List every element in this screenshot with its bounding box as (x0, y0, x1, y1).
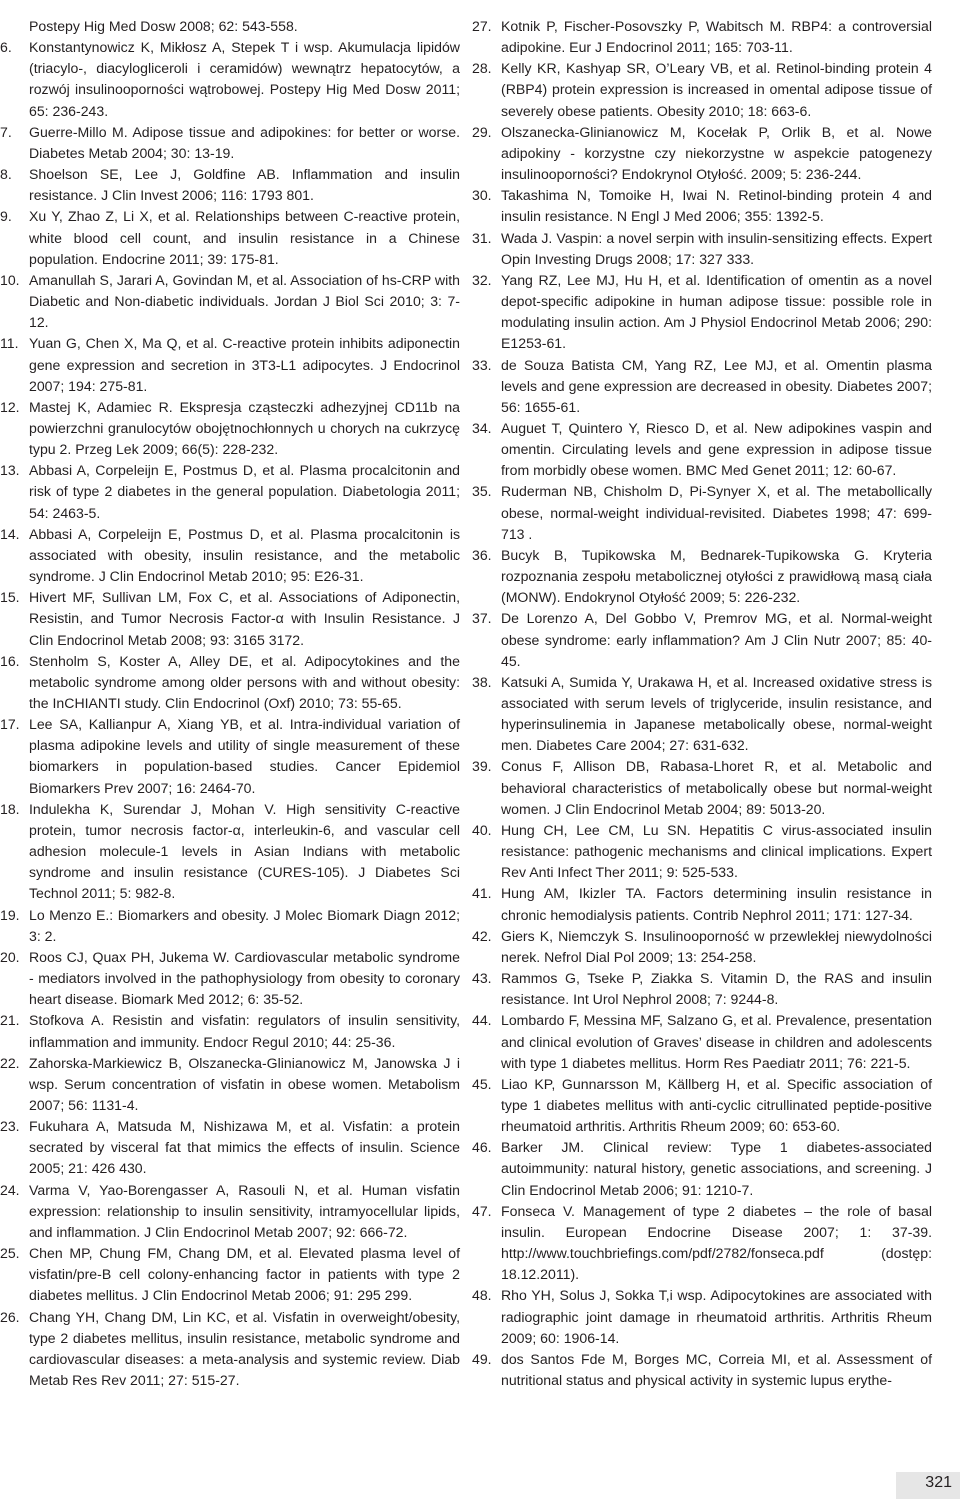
reference-text: Chang YH, Chang DM, Lin KC, et al. Visfatin in overweight/obesity, type 2 diabetes mellitus, insulin resistance, metabolic syndrome and cardiovascular diseases: a meta-analysis and systemic review. Diab Metab Res Rev 2011; 27: 515-27. (29, 1308, 460, 1388)
reference-entry (0, 587, 460, 650)
reference-text: Amanullah S, Jarari A, Govindan M, et al. Association of hs-CRP with Diabetic and Non-diabetic individuals. Jordan J Biol Sci 2010; 3: 7-12. (29, 271, 460, 331)
reference-text: Stenholm S, Koster A, Alley DE, et al. Adipocytokines and the metabolic syndrome among older persons with and without obesity: the InCHIANTI study. Clin Endocrinol (Oxf) 2010; 73: 55-65. (29, 652, 460, 711)
reference-entry (472, 481, 932, 544)
reference-text: Auguet T, Quintero Y, Riesco D, et al. New adipokines vaspin and omentin. Circulating levels and gene expression in adipose tissue from morbidly obese women. BMC Med Genet 2011; 12: 60-67. (501, 419, 932, 479)
reference-number: 39. (472, 758, 492, 775)
reference-text: Fonseca V. Management of type 2 diabetes – the role of basal insulin. European Endocrine Disease 2007; 1: 37-39. http://www.touchbriefings.com/pdf/2782/fonseca.pdf (dostęp: 18.12.2011). (501, 1202, 932, 1283)
reference-number: 14. (0, 525, 20, 542)
reference-text: de Souza Batista CM, Yang RZ, Lee MJ, et al. Omentin plasma levels and gene expression are decreased in obesity. Diabetes 2007; 56: 1655-61. (501, 356, 932, 415)
reference-entry (472, 418, 932, 481)
reference-text: Lee SA, Kallianpur A, Xiang YB, et al. Intra-individual variation of plasma adipokine levels and utility of single measurement of these biomarkers in population-based studies. Cancer Epidemiol Biomarkers Prev 2007; 16: 2464-70. (29, 716, 460, 796)
reference-number: 36. (472, 546, 492, 563)
reference-number: 15. (0, 589, 20, 606)
reference-text: Wada J. Vaspin: a novel serpin with insulin-sensitizing effects. Expert Opin Investing Drugs 2008; 17: 327 333. (501, 229, 932, 267)
reference-number: 47. (472, 1202, 492, 1219)
reference-number: 33. (472, 356, 492, 373)
reference-text: Bucyk B, Tupikowska M, Bednarek-Tupikowska G. Kryteria rozpoznania zespołu metabolicznej otyłości z prawidłową masą ciała (MONW). Endokrynol Otyłość 2009; 5: 226-232. (501, 546, 932, 606)
reference-number: 30. (472, 187, 492, 204)
reference-text: Lombardo F, Messina MF, Salzano G, et al. Prevalence, presentation and clinical evolution of Graves’ disease in children and adolescents with type 1 diabetes mellitus. Horm Res Paediatr 2011; 76: 221-5. (501, 1012, 932, 1071)
reference-entry (0, 651, 460, 714)
reference-entry (0, 397, 460, 460)
reference-entry (0, 164, 460, 206)
reference-number: 26. (0, 1308, 20, 1325)
reference-entry (472, 756, 932, 819)
reference-text: Liao KP, Gunnarsson M, Källberg H, et al. Specific association of type 1 diabetes mellitus with anti-cyclic citrullinated peptide-positive rheumatoid arthritis. Arthritis Rheum 2009; 60: 653-60. (501, 1075, 932, 1135)
reference-number: 8. (0, 166, 12, 183)
reference-text: Takashima N, Tomoike H, Iwai N. Retinol-binding protein 4 and insulin resistance. N Engl J Med 2006; 355: 1392-5. (501, 187, 932, 225)
reference-text: Indulekha K, Surendar J, Mohan V. High sensitivity C-reactive protein, tumor necrosis factor-α, interleukin-6, and vascular cell adhesion molecule-1 levels in Asian Indians with metabolic syndrome and insulin resistance (CURES-105). J Diabetes Sci Technol 2011; 5: 982-8. (29, 800, 460, 902)
reference-number: 43. (472, 970, 492, 987)
references-left-column (0, 16, 460, 1391)
reference-text: Postepy Hig Med Dosw 2008; 62: 543-558. (29, 18, 298, 34)
reference-text: Barker JM. Clinical review: Type 1 diabetes-associated autoimmunity: natural history, genetic associations, and screening. J Clin Endocrinol Metab 2006; 91: 1210-7. (501, 1139, 932, 1198)
reference-text: dos Santos Fde M, Borges MC, Correia MI, et al. Assessment of nutritional status and physical activity in systemic lupus erythe- (501, 1350, 932, 1388)
reference-text: Stofkova A. Resistin and visfatin: regulators of insulin sensitivity, inflammation and immunity. Endocr Regul 2010; 44: 25-36. (29, 1012, 460, 1050)
reference-number: 49. (472, 1350, 492, 1367)
reference-number: 21. (0, 1012, 20, 1029)
reference-entry (472, 1137, 932, 1200)
reference-entry (0, 947, 460, 1010)
reference-entry (0, 1053, 460, 1116)
reference-number: 38. (472, 673, 492, 690)
reference-number: 40. (472, 821, 492, 838)
reference-number: 9. (0, 208, 12, 225)
reference-number: 46. (472, 1139, 492, 1156)
reference-entry (472, 1074, 932, 1137)
reference-number: 19. (0, 906, 20, 923)
reference-number: 41. (472, 885, 492, 902)
reference-entry (472, 926, 932, 968)
reference-text: Giers K, Niemczyk S. Insulinooporność w przewlekłej niewydolności nerek. Nefrol Dial Pol 2009; 13: 254-258. (501, 927, 932, 965)
reference-number: 7. (0, 123, 12, 140)
reference-text: Abbasi A, Corpeleijn E, Postmus D, et al. Plasma procalcitonin and risk of type 2 diabetes in the general population. Diabetologia 2011; 54: 2463-5. (29, 462, 460, 521)
reference-number: 6. (0, 39, 12, 56)
reference-text: Hivert MF, Sullivan LM, Fox C, et al. Associations of Adiponectin, Resistin, and Tumor Necrosis Factor-α with Insulin Resistance. J Clin Endocrinol Metab 2008; 93: 3165 3172. (29, 589, 460, 648)
reference-entry (472, 1285, 932, 1348)
reference-text: De Lorenzo A, Del Gobbo V, Premrov MG, et al. Normal-weight obese syndrome: early inflammation? Am J Clin Nutr 2007; 85: 40-45. (501, 610, 932, 669)
reference-number: 17. (0, 716, 20, 733)
reference-entry (472, 1010, 932, 1073)
reference-entry (0, 122, 460, 164)
reference-entry (0, 524, 460, 587)
reference-text: Katsuki A, Sumida Y, Urakawa H, et al. Increased oxidative stress is associated with serum levels of triglyceride, insulin resistance, and hyperinsulinemia in Japanese metabolically obese, normal-weight men. Diabetes Care 2004; 27: 631-632. (501, 673, 932, 754)
reference-number: 20. (0, 948, 20, 965)
reference-number: 34. (472, 419, 492, 436)
reference-entry (0, 714, 460, 799)
reference-entry (0, 460, 460, 523)
reference-number: 32. (472, 271, 492, 288)
reference-number: 18. (0, 800, 20, 817)
reference-entry (472, 270, 932, 355)
reference-text: Fukuhara A, Matsuda M, Nishizawa M, et al. Visfatin: a protein secrated by visceral fat that mimics the effects of insulin. Science 2005; 21: 426 430. (29, 1118, 460, 1177)
reference-number: 10. (0, 271, 20, 288)
reference-number: 22. (0, 1054, 20, 1071)
reference-entry (472, 820, 932, 883)
reference-text: Yuan G, Chen X, Ma Q, et al. C-reactive protein inhibits adiponectin gene expression and secretion in 3T3-L1 adipocytes. J Endocrinol 2007; 194: 275-81. (29, 335, 460, 394)
reference-entry (472, 672, 932, 757)
reference-entry (0, 799, 460, 905)
reference-number: 45. (472, 1075, 492, 1092)
reference-number: 13. (0, 462, 20, 479)
reference-entry (26, 16, 460, 37)
reference-entry (472, 58, 932, 121)
reference-number: 48. (472, 1287, 492, 1304)
reference-number: 12. (0, 398, 20, 415)
reference-number: 24. (0, 1181, 20, 1198)
reference-entry (472, 355, 932, 418)
reference-number: 44. (472, 1012, 492, 1029)
page-number: 321 (925, 1474, 952, 1491)
reference-text: Hung AM, Ikizler TA. Factors determining insulin resistance in chronic hemodialysis patients. Contrib Nephrol 2011; 171: 127-34. (501, 885, 932, 923)
reference-entry (472, 16, 932, 58)
reference-text: Rammos G, Tseke P, Ziakka S. Vitamin D, the RAS and insulin resistance. Int Urol Nephrol 2008; 7: 9244-8. (501, 970, 932, 1008)
reference-text: Hung CH, Lee CM, Lu SN. Hepatitis C virus-associated insulin resistance: pathogenic mechanisms and clinical implications. Expert Rev Anti Infect Ther 2011; 9: 525-533. (501, 821, 932, 881)
reference-number: 16. (0, 652, 20, 669)
reference-entry (472, 1349, 932, 1391)
reference-number: 27. (472, 18, 492, 34)
reference-text: Guerre-Millo M. Adipose tissue and adipokines: for better or worse. Diabetes Metab 2004; 30: 13-19. (29, 123, 460, 161)
reference-number: 35. (472, 483, 492, 500)
reference-entry (472, 545, 932, 608)
reference-number: 11. (0, 335, 19, 352)
reference-entry (0, 333, 460, 396)
reference-entry (0, 270, 460, 333)
reference-entry (472, 228, 932, 270)
reference-number: 29. (472, 123, 492, 140)
reference-text: Kelly KR, Kashyap SR, O’Leary VB, et al. Retinol-binding protein 4 (RBP4) protein expression is increased in omental adipose tissue of severely obese patients. Obesity 2010; 18: 663-6. (501, 60, 932, 119)
reference-text: Roos CJ, Quax PH, Jukema W. Cardiovascular metabolic syndrome - mediators involved in the pathophysiology from obesity to coronary heart disease. Biomark Med 2012; 6: 35-52. (29, 948, 460, 1008)
reference-text: Konstantynowicz K, Mikłosz A, Stepek T i wsp. Akumulacja lipidów (triacylo-, diacylogliceroli i ceramidów) wewnątrz hepatocytów, a rozwój insulinooporności wątrobowej. Postepy Hig Med Dosw 2011; 65: 236-243. (29, 39, 460, 119)
reference-entry (472, 883, 932, 925)
reference-number: 28. (472, 60, 492, 77)
reference-text: Ruderman NB, Chisholm D, Pi-Synyer X, et al. The metabollically obese, normal-weight individual-revisited. Diabetes 1998; 47: 699-713 . (501, 483, 932, 542)
reference-number: 25. (0, 1245, 20, 1262)
reference-number: 31. (472, 229, 492, 246)
reference-entry (0, 1243, 460, 1306)
reference-text: Shoelson SE, Lee J, Goldfine AB. Inflammation and insulin resistance. J Clin Invest 2006; 116: 1793 801. (29, 166, 460, 204)
reference-entry (472, 1201, 932, 1286)
reference-text: Rho YH, Solus J, Sokka T,i wsp. Adipocytokines are associated with radiographic joint damage in rheumatoid arthritis. Arthritis Rheum 2009; 60: 1906-14. (501, 1287, 932, 1346)
reference-entry (0, 1116, 460, 1179)
reference-entry (472, 185, 932, 227)
reference-entry (472, 608, 932, 671)
reference-entry (0, 1010, 460, 1052)
reference-text: Kotnik P, Fischer-Posovszky P, Wabitsch M. RBP4: a controversial adipokine. Eur J Endocrinol 2011; 165: 703-11. (501, 18, 932, 56)
reference-text: Varma V, Yao-Borengasser A, Rasouli N, et al. Human visfatin expression: relationship to insulin sensitivity, intramyocellular lipids, and inflammation. J Clin Endocrinol Metab 2007; 92: 666-72. (29, 1181, 460, 1240)
reference-number: 23. (0, 1118, 20, 1135)
reference-entry (0, 905, 460, 947)
reference-text: Olszanecka-Glinianowicz M, Kocełak P, Orlik B, et al. Nowe adipokiny - korzystne czy niekorzystne w aspekcie patogenezy insulinooporności? Endokrynol Otyłość. 2009; 5: 236-244. (501, 123, 932, 183)
reference-entry (0, 37, 460, 122)
reference-text: Conus F, Allison DB, Rabasa-Lhoret R, et al. Metabolic and behavioral characteristics of metabolically obese but normal-weight women. J Clin Endocrinol Metab 2004; 89: 5013-20. (501, 758, 932, 817)
reference-entry (0, 206, 460, 269)
reference-text: Mastej K, Adamiec R. Ekspresja cząsteczki adhezyjnej CD11b na powierzchni granulocytów obojętnochłonnych u chorych na cukrzycę typu 2. Przeg Lek 2009; 66(5): 228-232. (29, 398, 460, 458)
reference-entry (472, 122, 932, 185)
reference-text: Abbasi A, Corpeleijn E, Postmus D, et al. Plasma procalcitonin is associated with obesity, insulin resistance, and the metabolic syndrome. J Clin Endocrinol Metab 2010; 95: E26-31. (29, 525, 460, 585)
reference-text: Chen MP, Chung FM, Chang DM, et al. Elevated plasma level of visfatin/pre-B cell colony-enhancing factor in patients with type 2 diabetes mellitus. J Clin Endocrinol Metab 2006; 91: 295 299. (29, 1245, 460, 1304)
reference-entry (0, 1180, 460, 1243)
reference-number: 37. (472, 610, 492, 627)
reference-number: 42. (472, 927, 492, 944)
reference-text: Lo Menzo E.: Biomarkers and obesity. J Molec Biomark Diagn 2012; 3: 2. (29, 906, 460, 944)
reference-entry (472, 968, 932, 1010)
reference-text: Zahorska-Markiewicz B, Olszanecka-Glinianowicz M, Janowska J i wsp. Serum concentration of visfatin in obese women. Metabolism 2007; 56: 1131-4. (29, 1054, 460, 1113)
reference-entry (0, 1307, 460, 1392)
reference-text: Xu Y, Zhao Z, Li X, et al. Relationships between C-reactive protein, white blood cell count, and insulin resistance in a Chinese population. Endocrine 2011; 39: 175-81. (29, 208, 460, 267)
reference-text: Yang RZ, Lee MJ, Hu H, et al. Identification of omentin as a novel depot-specific adipokine in human adipose tissue: possible role in modulating insulin action. Am J Physiol Endocrinol Metab 2006; 290: E1253-61. (501, 271, 932, 352)
references-right-column (472, 16, 932, 1391)
